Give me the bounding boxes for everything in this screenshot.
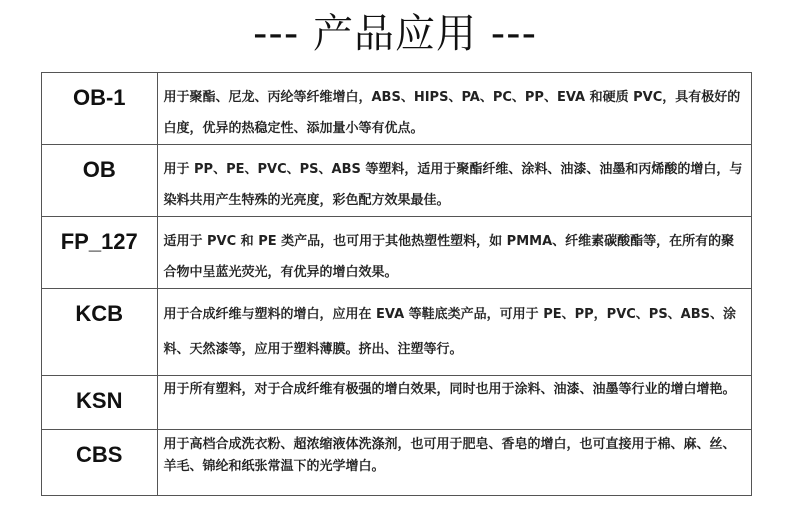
table-row <box>42 289 751 376</box>
product-name: OB <box>42 145 157 217</box>
product-description: 用于合成纤维与塑料的增白，应用在 EVA 等鞋底类产品，可用于 PE、PP，PVC、PS、ABS、涂料、天然漆等，应用于塑料薄膜。挤出、注塑等行。 <box>157 289 751 376</box>
product-name: FP_127 <box>42 217 157 289</box>
product-description: 用于聚酯、尼龙、丙纶等纤维增白，ABS、HIPS、PA、PC、PP、EVA 和硬质 PVC，具有极好的白度，优异的热稳定性、添加量小等有优点。 <box>157 73 751 145</box>
product-name: KSN <box>42 376 157 430</box>
product-description: 用于高档合成洗衣粉、超浓缩液体洗涤剂，也可用于肥皂、香皂的增白，也可直接用于棉、麻、丝、羊毛、锦纶和纸张常温下的光学增白。 <box>157 430 751 496</box>
page-title: --- 产品应用 --- <box>252 11 538 57</box>
product-application-table <box>41 72 752 496</box>
product-name: CBS <box>42 430 157 496</box>
product-name: KCB <box>42 289 157 376</box>
table-row <box>42 145 751 217</box>
table-row <box>42 217 751 289</box>
product-description: 适用于 PVC 和 PE 类产品，也可用于其他热塑性塑料，如 PMMA、纤维素碳酸酯等，在所有的聚合物中呈蓝光荧光，有优异的增白效果。 <box>157 217 751 289</box>
table-row <box>42 430 751 496</box>
product-name: OB-1 <box>42 73 157 145</box>
product-description: 用于 PP、PE、PVC、PS、ABS 等塑料，适用于聚酯纤维、涂料、油漆、油墨和丙烯酸的增白，与染料共用产生特殊的光亮度，彩色配方效果最佳。 <box>157 145 751 217</box>
table-row <box>42 73 751 145</box>
table-row <box>42 376 751 430</box>
product-description: 用于所有塑料，对于合成纤维有极强的增白效果，同时也用于涂料、油漆、油墨等行业的增白增艳。 <box>157 376 751 430</box>
